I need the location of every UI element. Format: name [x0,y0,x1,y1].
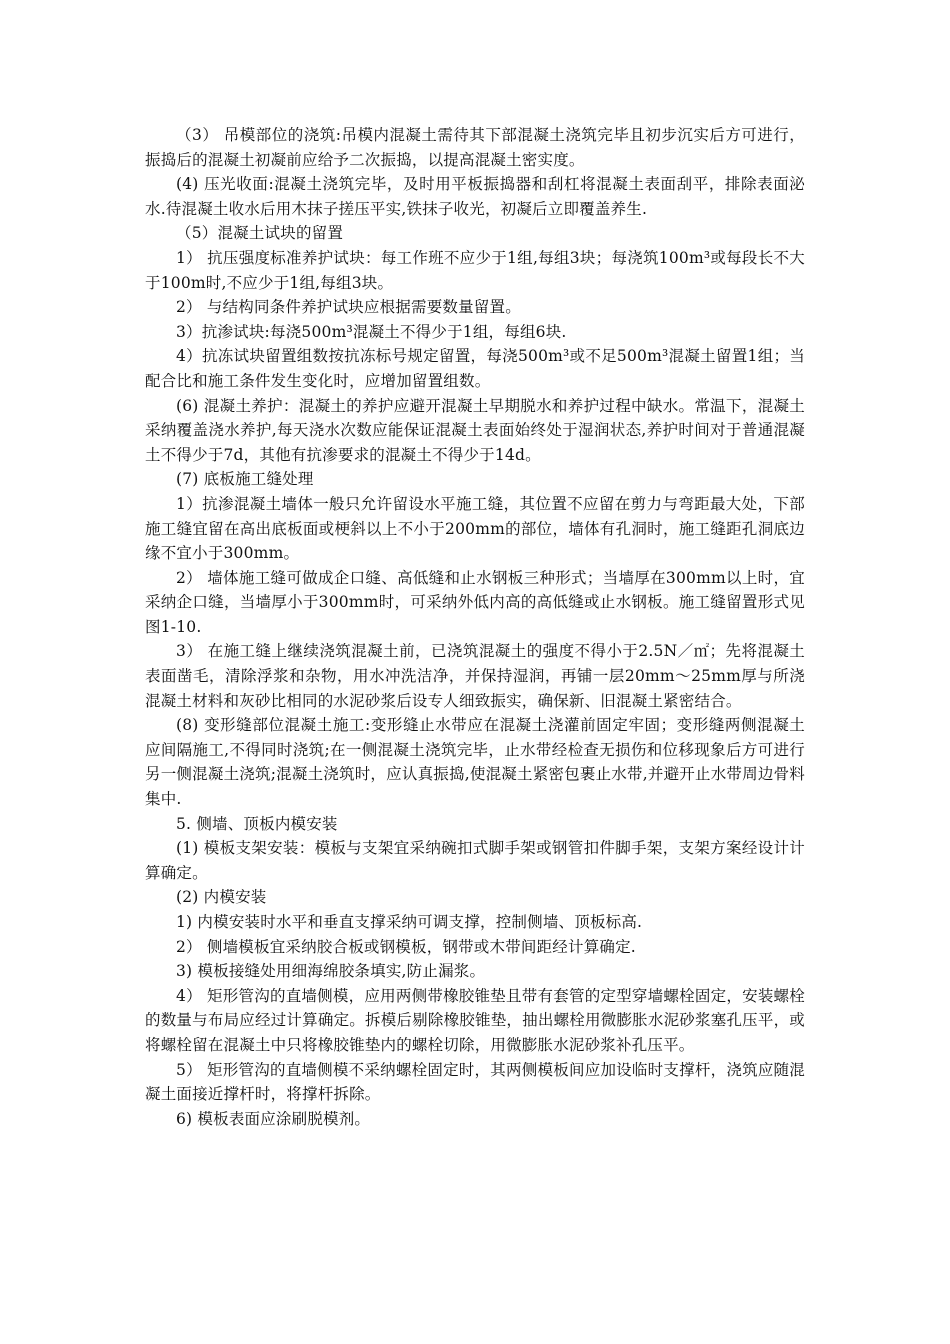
paragraph-deformation-joint: (8) 变形缝部位混凝土施工:变形缝止水带应在混凝土浇灌前固定牢固；变形缝两侧混凝土应间隔施工,不得同时浇筑;在一侧混凝土浇筑完毕，止水带经检查无损伤和位移现象后方可进行另一侧混凝土浇筑;混凝土浇筑时，应认真振捣,使混凝土紧密包裹止水带,并避开止水带周边骨料集中. [145,716,805,809]
paragraph-horizontal-joint: 1）抗渗混凝土墙体一般只允许留设水平施工缝，其位置不应留在剪力与弯距最大处，下部施工缝宜留在高出底板面或梗斜以上不小于200mm的部位，墙体有孔洞时，施工缝距孔洞底边缘不宜小于300mm。 [145,494,805,563]
paragraph-concrete-curing: (6) 混凝土养护：混凝土的养护应避开混凝土早期脱水和养护过程中缺水。常温下，混凝土采纳覆盖浇水养护,每天浇水次数应能保证混凝土表面始终处于湿润状态,养护时间对于普通混凝土不得少于7d，其他有抗渗要求的混凝土不得少于14d。 [145,396,805,464]
paragraph-frost-resistance-blocks: 4）抗冻试块留置组数按抗冻标号规定留置，每浇500m³或不足500m³混凝土留置1组；当配合比和施工条件发生变化时，应增加留置组数。 [145,347,805,390]
paragraph-joint-forms: 2） 墙体施工缝可做成企口缝、高低缝和止水钢板三种形式；当墙厚在300mm以上时，宜采纳企口缝，当墙厚小于300mm时，可采纳外低内高的高低缝或止水钢板。施工缝留置形式见图1-10. [145,568,805,636]
heading-test-block-retention: （5）混凝土试块的留置 [176,224,344,243]
paragraph-surface-finishing: (4) 压光收面:混凝土浇筑完毕，及时用平板振捣器和刮杠将混凝土表面刮平，排除表面泌水.待混凝土收水后用木抹子搓压平实,铁抹子收光，初凝后立即覆盖养生. [145,175,805,218]
paragraph-adjustable-support: 1) 内模安装时水平和垂直支撑采纳可调支撑，控制侧墙、顶板标高. [176,913,643,931]
heading-inner-formwork: 5. 侧墙、顶板内模安装 [176,814,338,833]
paragraph-pour-hanging-formwork: （3） 吊模部位的浇筑:吊模内混凝土需待其下部混凝土浇筑完毕且初步沉实后方可进行，振捣后的混凝土初凝前应给予二次振捣，以提高混凝土密实度。 [145,126,805,169]
document-body [145,123,805,1131]
paragraph-seam-sealing: 3) 模板接缝处用细海绵胶条填实,防止漏浆。 [176,962,486,981]
paragraph-temporary-struts: 5） 矩形管沟的直墙侧模不采纳螺栓固定时，其两侧模板间应加设临时支撑杆，浇筑应随混凝土面接近撑杆时，将撑杆拆除。 [145,1060,805,1104]
paragraph-compressive-test-blocks: 1） 抗压强度标准养护试块：每工作班不应少于1组,每组3块；每浇筑100m³或每段长不大于100m时,不应少于1组,每组3块。 [145,248,805,292]
paragraph-same-condition-blocks: 2） 与结构同条件养护试块应根据需要数量留置。 [176,298,521,317]
paragraph-support-installation: (1) 模板支架安装：模板与支架宜采纳碗扣式脚手架或钢管扣件脚手架，支架方案经设计计算确定。 [145,839,805,882]
paragraph-impermeability-blocks: 3）抗渗试块:每浇500m³混凝土不得少于1组，每组6块. [176,322,567,341]
paragraph-continue-pouring: 3） 在施工缝上继续浇筑混凝土前，已浇筑混凝土的强度不得小于2.5N／㎡；先将混凝土表面凿毛，清除浮浆和杂物，用水冲洗洁净，并保持湿润，再铺一层20mm～25mm厚与所浇混凝土材料和灰砂比相同的水泥砂浆后设专人细致振实，确保新、旧混凝土紧密结合。 [145,642,805,710]
heading-construction-joint: (7) 底板施工缝处理 [176,470,314,489]
paragraph-through-wall-bolts: 4） 矩形管沟的直墙侧模，应用两侧带橡胶锥垫且带有套管的定型穿墙螺栓固定，安装螺栓的数量与布局应经过计算确定。拆模后剔除橡胶锥垫，抽出螺栓用微膨胀水泥砂浆塞孔压平，或将螺栓留在混凝土中只将橡胶锥垫内的螺栓切除，用微膨胀水泥砂浆补孔压平。 [145,986,805,1054]
paragraph-side-wall-formwork: 2） 侧墙模板宜采纳胶合板或钢模板，钢带或木带间距经计算确定. [176,937,636,956]
paragraph-release-agent: 6) 模板表面应涂刷脱模剂。 [176,1109,371,1128]
heading-inner-mold-installation: (2) 内模安装 [176,888,267,907]
